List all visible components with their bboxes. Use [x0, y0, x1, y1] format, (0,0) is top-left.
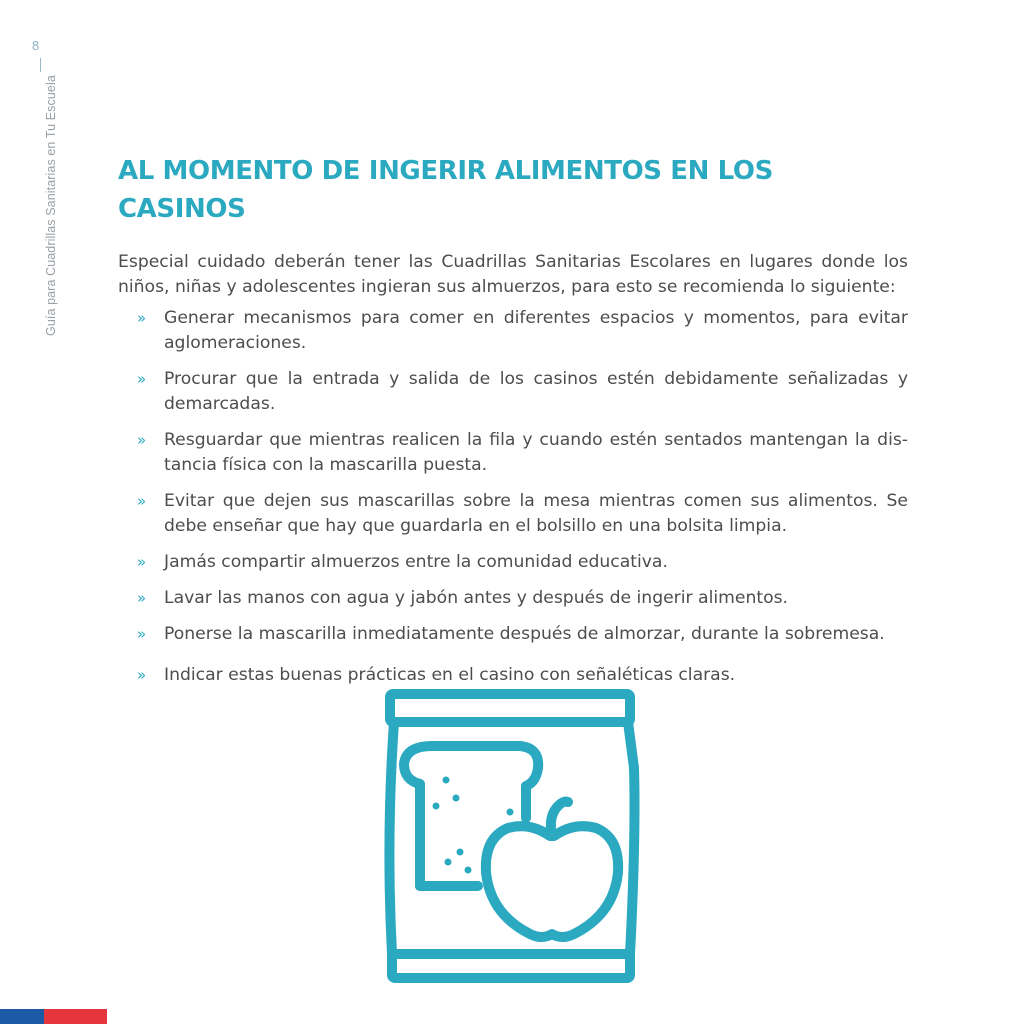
page-number-divider	[40, 58, 41, 72]
running-title: Guía para Cuadrillas Sanitarias en Tu Escuela	[44, 75, 58, 336]
list-item	[118, 367, 908, 417]
list-item-text: Jamás compartir almuerzos entre la comunidad educativa.	[164, 552, 668, 572]
recommendations-list	[118, 306, 908, 688]
bullet-marker-icon: »	[137, 625, 147, 643]
page-number: 8	[32, 38, 40, 53]
list-item	[118, 306, 908, 356]
bullet-marker-icon: »	[137, 666, 147, 684]
list-item-text: Evitar que dejen sus mascarillas sobre la mesa mientras comen sus alimentos. Se debe enseñar que hay que guardarla en el bolsillo en una bolsita limpia.	[164, 491, 908, 536]
bullet-marker-icon: »	[137, 589, 147, 607]
list-item-text: Resguardar que mientras realicen la fila y cuando estén sentados mantengan la dis-tancia física con la mascarilla puesta.	[164, 430, 908, 475]
list-item	[118, 428, 908, 478]
list-item	[118, 586, 908, 611]
bullet-marker-icon: »	[137, 309, 147, 327]
bullet-marker-icon: »	[137, 370, 147, 388]
bullet-marker-icon: »	[137, 431, 147, 449]
bullet-marker-icon: »	[137, 492, 147, 510]
bullet-marker-icon: »	[137, 553, 147, 571]
intro-paragraph: Especial cuidado deberán tener las Cuadrillas Sanitarias Escolares en lugares donde los niños, niñas y adolescentes ingieran sus almuerzos, para esto se recomienda lo siguiente:	[118, 252, 908, 297]
footer-bar-blue	[0, 1009, 44, 1024]
list-item-text: Ponerse la mascarilla inmediatamente después de almorzar, durante la sobremesa.	[164, 624, 885, 644]
list-item-text: Lavar las manos con agua y jabón antes y después de ingerir alimentos.	[164, 588, 789, 608]
list-item	[118, 550, 908, 575]
list-item	[118, 622, 908, 647]
list-item	[118, 489, 908, 539]
list-item-text: Indicar estas buenas prácticas en el casino con señaléticas claras.	[164, 665, 736, 685]
list-item-text: Generar mecanismos para comer en diferentes espacios y momentos, para evitar aglomeraciones.	[164, 308, 908, 353]
list-item	[118, 663, 908, 688]
lunch-bag-bread-apple-icon	[380, 688, 642, 988]
main-content	[118, 152, 908, 699]
footer-bar-red	[44, 1009, 107, 1024]
section-heading: AL MOMENTO DE INGERIR ALIMENTOS EN LOS CASINOS	[118, 156, 773, 224]
list-item-text: Procurar que la entrada y salida de los casinos estén debidamente señalizadas y demarcadas.	[164, 369, 908, 414]
